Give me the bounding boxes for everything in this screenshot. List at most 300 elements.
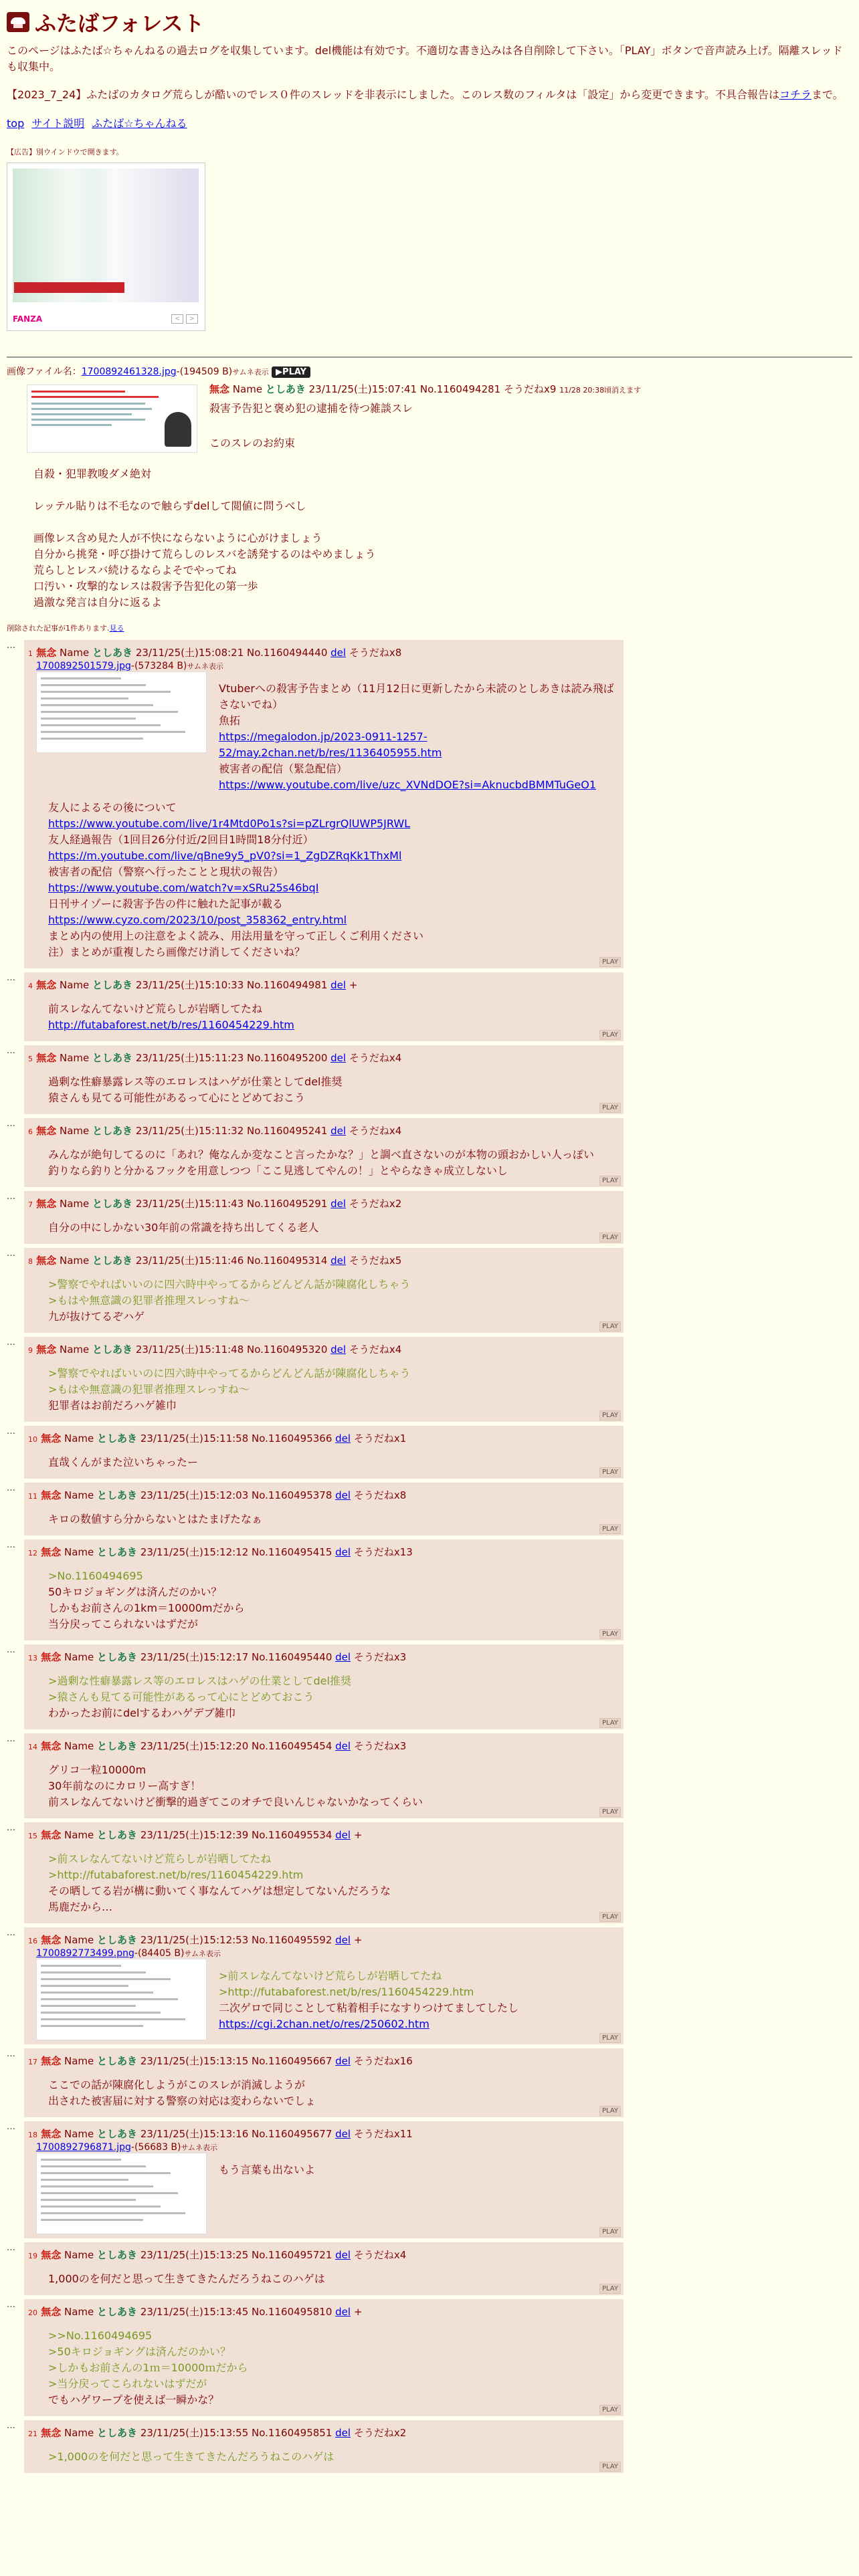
post-line [48,816,615,832]
reply-name-label: Name [61,1829,98,1841]
reply-subject: 無念 [37,1740,62,1752]
reply-subject: 無念 [33,979,57,991]
reply-del-link[interactable]: del [335,1934,351,1946]
post-link[interactable]: https://www.youtube.com/watch?v=xSRu25s46bqI [48,881,319,894]
reply-play-button[interactable]: PLAY [599,1321,621,1331]
reply-box [24,1045,624,1114]
reply-datetime: 23/11/25(土)15:11:43 [132,1198,248,1210]
reply-name: としあき [92,979,133,991]
reply-header [28,2304,615,2319]
site-title: ふたばフォレスト [35,11,205,36]
reply-del-link[interactable]: del [330,979,347,991]
reply-del-link[interactable]: del [330,1125,347,1137]
reply-subject: 無念 [37,1829,62,1841]
reply-file-link[interactable]: 1700892501579.jpg [36,661,131,671]
post-link[interactable]: https://cgi.2chan.net/o/res/250602.htm [219,2018,430,2030]
reply-header [28,1051,615,1065]
post-line: 馬鹿だから… [48,1901,113,1913]
reply-box [24,1191,624,1244]
reply-file-link[interactable]: 1700892796871.jpg [36,2142,131,2153]
reply-datetime: 23/11/25(土)15:13:25 [137,2249,252,2261]
reply-body [28,1356,615,1418]
reply-menu-icon[interactable]: … [7,1337,15,1348]
reply-play-button[interactable]: PLAY [599,1912,621,1922]
post-line: グリコ一粒10000m [48,1763,147,1776]
reply-menu-icon[interactable]: … [7,641,15,651]
reply-play-button[interactable]: PLAY [599,1467,621,1477]
reply-body [28,1842,615,1919]
reply-number: 17 [28,2058,37,2066]
reply-soudane[interactable]: そうだねx2 [349,1198,402,1210]
reply-name-label: Name [61,1651,98,1663]
post-link[interactable]: https://m.youtube.com/live/qBne9y5_pV0?si=1_ZgDZRqKk1ThxMl [48,849,402,862]
post-line: 1,000のを何だと思って生きてきたんだろうねこのハゲは [48,2272,325,2285]
reply-play-button[interactable]: PLAY [599,2405,621,2415]
reply-soudane[interactable]: + [353,1934,363,1946]
post-line [219,777,615,793]
reply-del-link[interactable]: del [335,2249,351,2261]
op-post [7,382,852,611]
reply-datetime: 23/11/25(土)15:11:46 [132,1255,248,1267]
reply-row [7,1337,852,1422]
reply-soudane[interactable]: そうだねx4 [349,1344,402,1356]
reply-number: 4 [28,982,33,990]
reply-del-link[interactable]: del [335,2306,351,2318]
reply-box [24,2121,624,2238]
reply-menu-icon[interactable]: … [7,2421,15,2431]
reply-thumb-note: サムネ表示 [181,2143,217,2152]
reply-play-button[interactable]: PLAY [599,1629,621,1639]
reply-header [28,1342,615,1356]
reply-row [7,1248,852,1333]
post-line: >前スレなんてないけど荒らしが岩晒してたね [219,1969,442,1982]
site-logo-icon [7,12,29,32]
reply-subject: 無念 [33,1198,57,1210]
post-line: その晒してる岩が構に動いてく事なんてハゲは想定してないんだろうな [48,1885,391,1897]
reply-name: としあき [97,1740,138,1752]
reply-body [28,2262,615,2291]
reply-box [24,2048,624,2117]
reply-row [7,1539,852,1640]
reply-row [7,2242,852,2295]
reply-content [28,671,615,797]
post-line: しかもお前さんの1km＝10000mだから [48,1602,245,1614]
post-line: もう言葉も出ないよ [219,2163,316,2176]
divider [7,356,852,358]
reply-subject: 無念 [37,1489,62,1501]
op-header: 無念 Name としあき 23/11/25(土)15:07:41 No.1160494281 そうだねx9 11/28 20:38頃消えます [209,383,642,395]
post-line: 直哉くんがまた泣いちゃったー [48,1456,199,1469]
reply-row [7,2121,852,2238]
reply-menu-icon[interactable]: … [7,1426,15,1436]
post-line [48,848,615,864]
reply-name: としあき [92,1198,133,1210]
reply-body [28,1753,615,1814]
reply-menu-icon[interactable]: … [7,1483,15,1493]
reply-name: としあき [97,1546,138,1558]
post-line: 日刊サイゾーに殺害予告の件に触れた記事が載る [48,897,283,910]
reply-row [7,640,852,968]
op-play-button[interactable]: ▶PLAY [272,366,310,378]
ad-band [14,282,124,293]
site-description-link[interactable]: サイト説明 [31,117,85,130]
post-link[interactable]: http://futabaforest.net/b/res/1160454229.htm [48,1018,294,1031]
reply-name-label: Name [61,1546,98,1558]
reply-no: No.1160495667 [252,2055,336,2067]
reply-header [28,2127,615,2141]
post-line: 30年前なのにカロリー高すぎ！ [48,1780,201,1792]
reply-number: 1 [28,649,33,658]
reply-name: としあき [92,1255,133,1267]
reply-del-link[interactable]: del [335,1489,351,1501]
reply-box [24,2420,624,2473]
reply-row [7,1191,852,1244]
post-line: >No.1160494695 [48,1570,143,1582]
reply-number: 15 [28,1832,37,1840]
reply-name-label: Name [61,1432,98,1444]
reply-header [28,1253,615,1267]
reply-no: No.1160495415 [252,1546,336,1558]
reply-play-button[interactable]: PLAY [599,2227,621,2237]
reply-number: 8 [28,1257,33,1266]
op-file-line: 画像ファイル名：1700892461328.jpg-(194509 B)サムネ表示 ▶PLAY [7,364,852,378]
reply-name-label: Name [61,1740,98,1752]
reply-no: No.1160494440 [247,647,331,659]
reply-menu-icon[interactable]: … [7,2122,15,2132]
reply-number: 20 [28,2309,37,2317]
futaba-link[interactable]: ふたば☆ちゃんねる [92,117,187,130]
reply-no: No.1160495366 [252,1432,336,1444]
reply-header [28,1739,615,1753]
reply-number: 12 [28,1549,37,1558]
reply-name-label: Name [56,1255,93,1267]
reply-del-link[interactable]: del [330,1255,347,1267]
op-file-link[interactable]: 1700892461328.jpg [81,366,177,377]
reply-menu-icon[interactable]: … [7,1645,15,1655]
post-line: >過剰な性癖暴露レス等のエロレスはハゲの仕業としてdel推奨 [48,1675,351,1687]
reply-subject: 無念 [33,1052,57,1064]
post-line: 魚拓 [219,714,241,727]
reply-subject: 無念 [37,2427,62,2439]
reply-del-link[interactable]: del [330,1052,347,1064]
reply-number: 6 [28,1128,33,1136]
post-line [219,729,615,761]
op-thumbnail[interactable] [27,385,197,453]
reply-number: 5 [28,1055,33,1063]
reply-header [28,1431,615,1445]
reply-menu-icon[interactable]: … [7,973,15,983]
reply-menu-icon[interactable]: … [7,1734,15,1744]
post-line: 出された被害届に対する警察の対応は変わらないでしょ [48,2095,316,2107]
reply-name: としあき [97,2128,138,2140]
report-link[interactable]: コチラ [779,88,812,101]
post-line: 九が抜けてるぞハゲ [48,1310,145,1323]
reply-box [24,2242,624,2295]
reply-no: No.1160495454 [252,1740,336,1752]
ad-prev-icon[interactable]: < [171,314,183,324]
reply-soudane[interactable]: + [353,2306,363,2318]
post-line: 自分の中にしかない30年前の常識を持ち出してくる老人 [48,1221,319,1234]
post-link[interactable]: https://megalodon.jp/2023-0911-1257-52/may.2chan.net/b/res/1136405955.htm [219,730,442,759]
post-link[interactable]: https://www.cyzo.com/2023/10/post_358362_entry.html [48,914,347,926]
post-line: 過剰な性癖暴露レス等のエロレスはハゲが仕業としてdel推奨 [48,1075,343,1088]
reply-name: としあき [97,2427,138,2439]
reply-body [28,1559,615,1636]
reply-soudane[interactable]: + [353,1829,363,1841]
post-line: 犯罪者はお前だろハゲ雑巾 [48,1399,177,1412]
reply-soudane[interactable]: そうだねx4 [349,1052,402,1064]
reply-del-link[interactable]: del [330,1344,347,1356]
post-line: みんなが絶句してるのに「あれ？俺なんか変なこと言ったかな？」と調べ直さないのが本物の頭おかしい人っぽい [48,1148,595,1161]
reply-thumb-note: サムネ表示 [187,662,223,671]
reply-play-button[interactable]: PLAY [599,1807,621,1817]
reply-number: 10 [28,1435,37,1444]
reply-menu-icon[interactable]: … [7,1046,15,1056]
post-line: 前スレなんてないけど衝撃的過ぎてこのオチで良いんじゃないかなってくらい [48,1796,423,1808]
reply-no: No.1160495320 [247,1344,331,1356]
reply-del-link[interactable]: del [335,1546,351,1558]
reply-no: No.1160495534 [252,1829,336,1841]
reply-name-label: Name [61,2427,98,2439]
post-line: まとめ内の使用上の注意をよく読み、用法用量を守って正しくご利用ください [48,930,423,942]
reply-name-label: Name [56,1125,93,1137]
reply-body [28,2068,615,2113]
reply-datetime: 23/11/25(土)15:12:17 [137,1651,252,1663]
reply-play-button[interactable]: PLAY [599,957,621,967]
reply-name: としあき [97,1934,138,1946]
reply-subject: 無念 [33,647,57,659]
reply-menu-icon[interactable]: … [7,2300,15,2310]
reply-thumbnail[interactable] [36,2153,207,2234]
reply-soudane[interactable]: そうだねx4 [353,2249,407,2261]
reply-del-link[interactable]: del [330,647,347,659]
reply-content [28,1959,615,2040]
reply-no: No.1160495314 [247,1255,331,1267]
reply-subject: 無念 [37,1651,62,1663]
reply-box [24,1822,624,1923]
post-line: >もはや無意識の犯罪者推理スレっすね～ [48,1383,250,1396]
post-line: >しかもお前さんの1ｍ＝10000ｍだから [48,2361,248,2374]
reply-del-link[interactable]: del [335,1651,351,1663]
reply-datetime: 23/11/25(土)15:12:53 [137,1934,252,1946]
reply-header [28,2248,615,2262]
reply-number: 9 [28,1346,33,1355]
reply-name: としあき [97,1829,138,1841]
reply-body [28,2319,615,2412]
reply-number: 14 [28,1743,37,1751]
reply-name-label: Name [56,1052,93,1064]
post-line: >当分戻ってこられないはずだが [48,2377,207,2390]
reply-thumbnail[interactable] [36,671,207,753]
reply-name: としあき [92,1344,133,1356]
reply-name-label: Name [56,1344,93,1356]
reply-name: としあき [92,647,133,659]
show-deleted-link[interactable]: 見る [109,624,124,633]
reply-number: 13 [28,1654,37,1662]
reply-body [28,1138,615,1183]
reply-menu-icon[interactable]: … [7,1119,15,1129]
reply-box [24,640,624,968]
reply-datetime: 23/11/25(土)15:13:45 [137,2306,252,2318]
reply-play-button[interactable]: PLAY [599,1176,621,1186]
reply-menu-icon[interactable]: … [7,1928,15,1938]
reply-play-button[interactable]: PLAY [599,1103,621,1113]
reply-box [24,972,624,1041]
reply-header [28,1650,615,1664]
reply-datetime: 23/11/25(土)15:11:32 [132,1125,248,1137]
reply-subject: 無念 [33,1344,57,1356]
reply-name: としあき [97,2249,138,2261]
post-line: 当分戻ってこられないはずだが [48,1618,199,1630]
reply-menu-icon[interactable]: … [7,1192,15,1202]
post-line: 友人によるその後について [48,801,177,814]
reply-box [24,1644,624,1729]
reply-number: 18 [28,2131,37,2139]
reply-header [28,2054,615,2068]
reply-name-label: Name [61,2055,98,2067]
post-link[interactable]: https://www.youtube.com/live/uzc_XVNdDOE?si=AknucbdBMMTuGeO1 [219,778,597,791]
reply-play-button[interactable]: PLAY [599,1410,621,1420]
deleted-note: 削除された記事が1件あります.見る [7,624,124,633]
reply-header [28,645,615,659]
intro-text-1: このページはふたば☆ちゃんねるの過去ログを収集しています。del機能は有効です。不適切な書き込みは各自削除して下さい。「PLAY」ボタンで音声読み上げ。隔離スレッドも収集中。 [7,44,843,73]
post-line: 猿さんも見てる可能性があるって心にとどめておこう [48,1091,306,1104]
reply-play-button[interactable]: PLAY [599,2284,621,2294]
post-link[interactable]: https://www.youtube.com/live/1r4Mtd0Po1s?si=pZLrgrQlUWP5JRWL [48,817,411,830]
reply-body [28,1210,615,1240]
reply-del-link[interactable]: del [335,1432,351,1444]
reply-del-link[interactable]: del [335,2128,351,2140]
nav-links [7,115,852,130]
reply-del-link[interactable]: del [335,1829,351,1841]
reply-no: No.1160495677 [252,2128,336,2140]
reply-row [7,2299,852,2416]
top-link[interactable]: top [7,117,25,130]
reply-row [7,2048,852,2117]
post-line: >前スレなんてないけど荒らしが岩晒してたね [48,1852,272,1865]
reply-soudane[interactable]: + [349,979,358,991]
reply-soudane[interactable]: そうだねx5 [349,1255,402,1267]
ad-banner[interactable] [7,163,205,331]
reply-body [28,1502,615,1531]
reply-soudane[interactable]: そうだねx3 [353,1740,407,1752]
reply-header [28,1828,615,1842]
reply-name-label: Name [61,2306,98,2318]
post-line: >猿さんも見てる可能性があるって心にとどめておこう [48,1691,314,1703]
op-rules: 自殺・犯罪教唆ダメ絶対 レッテル貼りは不毛なので触らずdelして閲値に問うべし 画像レス含め見た人が不快にならないように心がけましょう 自分から挑発・呼び掛けて荒らしのレスバを誘発するのはやめましょう 荒らしとレスバ続けるならよそでやってね 口汚い・攻撃的なレスは殺害予告犯化の第一歩 過激な発言は自分に返るよ [33,467,376,609]
reply-soudane[interactable]: そうだねx3 [353,1651,407,1663]
reply-soudane[interactable]: そうだねx13 [353,1546,413,1558]
reply-header [28,1933,615,1947]
reply-menu-icon[interactable]: … [7,2243,15,2253]
reply-play-button[interactable]: PLAY [599,1524,621,1534]
reply-play-button[interactable]: PLAY [599,2462,621,2472]
reply-box [24,1426,624,1479]
reply-play-button[interactable]: PLAY [599,1030,621,1040]
reply-name-label: Name [56,979,93,991]
reply-play-button[interactable]: PLAY [599,2033,621,2043]
reply-thumbnail[interactable] [36,1959,207,2040]
reply-menu-icon[interactable]: … [7,1823,15,1833]
reply-del-link[interactable]: del [335,2055,351,2067]
reply-play-button[interactable]: PLAY [599,1718,621,1728]
reply-name-label: Name [61,2249,98,2261]
reply-soudane[interactable]: そうだねx8 [349,647,402,659]
post-line [48,880,615,896]
reply-name-label: Name [61,1489,98,1501]
reply-del-link[interactable]: del [335,2427,351,2439]
reply-menu-icon[interactable]: … [7,2049,15,2059]
reply-body [219,671,615,797]
reply-row [7,1118,852,1187]
reply-play-button[interactable]: PLAY [599,1232,621,1243]
ad-note: 【広告】別ウインドウで開きます。 [7,148,124,156]
reply-row [7,1822,852,1923]
reply-body [28,2440,615,2469]
intro-text-2: 【2023_7_24】ふたばのカタログ荒らしが酷いのでレス０件のスレッドを非表示にしました。このレス数のフィルタは「設定」から変更できます。不具合報告はコチラまで。 [7,88,844,101]
reply-datetime: 23/11/25(土)15:12:03 [137,1489,252,1501]
reply-subject: 無念 [37,2249,62,2261]
reply-row [7,1045,852,1114]
reply-datetime: 23/11/25(土)15:08:21 [132,647,248,659]
reply-subject: 無念 [37,1432,62,1444]
post-line [219,2016,518,2032]
ad-next-icon[interactable]: > [186,314,198,324]
reply-body [28,1445,615,1475]
reply-no: No.1160495291 [247,1198,331,1210]
post-line: 友人経過報告（1回目26分付近/2回目1時間18分付近） [48,833,314,846]
reply-box [24,1927,624,2044]
reply-number: 16 [28,1937,37,1945]
reply-body [219,1959,518,2040]
reply-soudane[interactable]: そうだねx2 [353,2427,407,2439]
post-line: わかったお前にdelするわハゲデブ雑巾 [48,1707,236,1719]
reply-menu-icon[interactable]: … [7,1540,15,1550]
reply-soudane[interactable]: そうだねx16 [353,2055,413,2067]
reply-datetime: 23/11/25(土)15:13:55 [137,2427,252,2439]
reply-soudane[interactable]: そうだねx4 [349,1125,402,1137]
intro [7,43,852,103]
ad-pager [171,314,198,324]
op-soudane[interactable]: そうだねx9 [504,383,557,395]
reply-number: 11 [28,1492,37,1501]
reply-no: No.1160495851 [252,2427,336,2439]
reply-body [28,992,615,1037]
post-line: ここでの話が陳腐化しようがこのスレが消滅しようが [48,2078,306,2091]
reply-content [28,2153,615,2234]
reply-menu-icon[interactable]: … [7,1249,15,1259]
reply-subject: 無念 [33,1255,57,1267]
reply-soudane[interactable]: そうだねx1 [353,1432,407,1444]
reply-file-link[interactable]: 1700892773499.png [36,1948,134,1959]
reply-thumb-note: サムネ表示 [184,1949,221,1958]
post-line: 注）まとめが重複したら画像だけ消してくださいね？ [48,946,306,958]
post-line: >http://futabaforest.net/b/res/1160454229.htm [48,1868,304,1881]
reply-del-link[interactable]: del [335,1740,351,1752]
reply-box [24,1483,624,1535]
reply-box [24,1539,624,1640]
reply-box [24,1118,624,1187]
reply-del-link[interactable]: del [330,1198,347,1210]
reply-datetime: 23/11/25(土)15:11:23 [132,1052,248,1064]
reply-soudane[interactable]: そうだねx11 [353,2128,413,2140]
reply-datetime: 23/11/25(土)15:13:15 [137,2055,252,2067]
post-line: >警察でやればいいのに四六時中やってるからどんどん話が陳腐化しちゃう [48,1367,411,1380]
reply-play-button[interactable]: PLAY [599,2106,621,2116]
reply-subject: 無念 [37,2128,62,2140]
post-line: 被害者の配信（緊急配信） [219,762,348,775]
reply-soudane[interactable]: そうだねx8 [353,1489,407,1501]
